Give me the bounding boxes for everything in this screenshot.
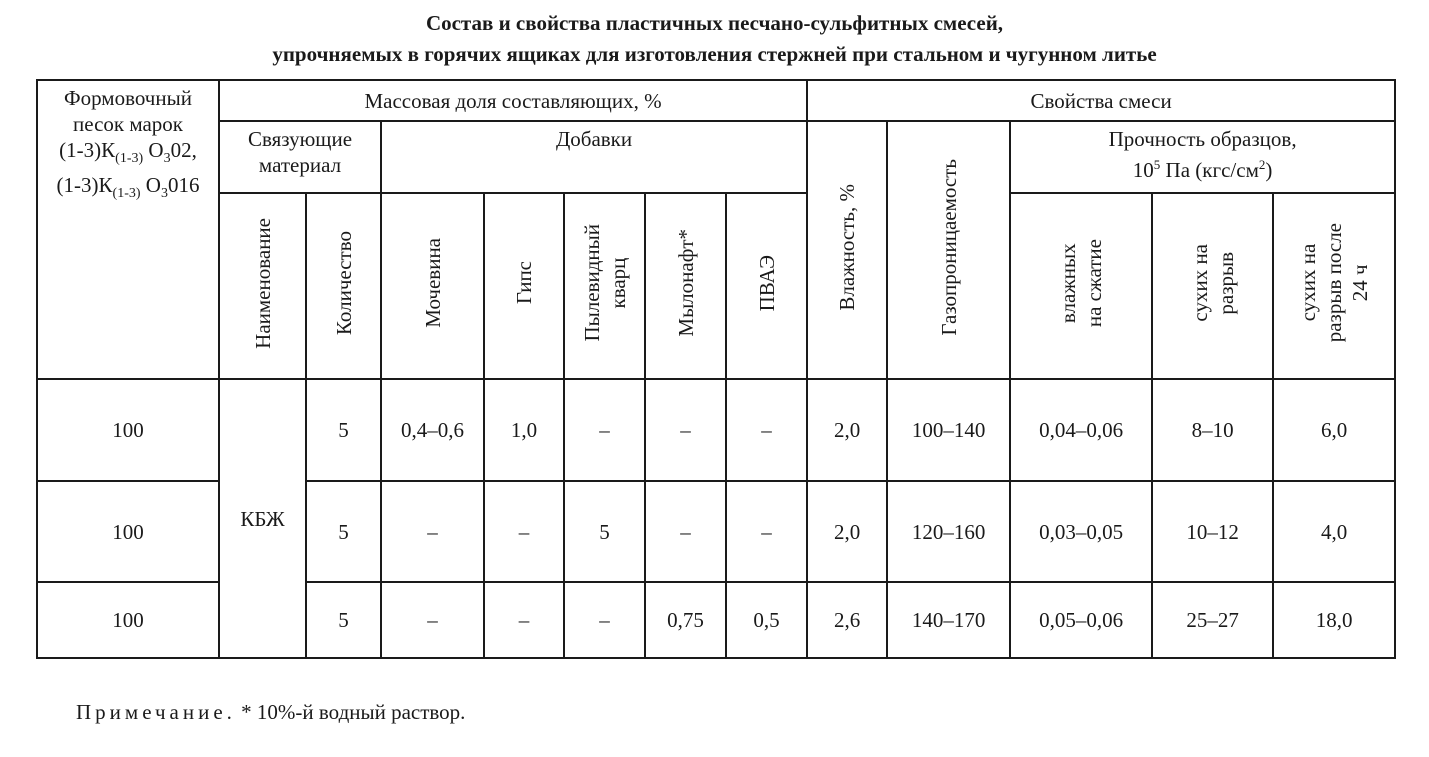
cell-quartz: – <box>564 582 645 658</box>
header-gypsum: Гипс <box>484 193 564 379</box>
properties-table <box>36 79 1396 659</box>
cell-wet: 0,04–0,06 <box>1010 379 1152 481</box>
header-quantity: Количество <box>306 193 381 379</box>
cell-quartz: – <box>564 379 645 481</box>
footnote <box>76 700 465 725</box>
table-row <box>37 379 1395 481</box>
cell-urea: 0,4–0,6 <box>381 379 484 481</box>
cell-moisture: 2,0 <box>807 379 887 481</box>
title-line-1: Состав и свойства пластичных песчано-сульфитных смесей, <box>425 11 1004 35</box>
header-permeability: Газопроницаемость <box>887 121 1010 379</box>
cell-gypsum: 1,0 <box>484 379 564 481</box>
header-sand: Формовочный песок марок $(1-3)К_{(1-3)}$ $О_302$, $(1-3)К_{(1-3)}$ $О_3016$ <box>37 80 219 379</box>
header-wet-compression: влажных на сжатие <box>1010 193 1152 379</box>
cell-gypsum: – <box>484 582 564 658</box>
footnote-label: Примечание. <box>76 700 236 724</box>
cell-quartz: 5 <box>564 481 645 582</box>
header-mylonaft: Мылонафт* <box>645 193 726 379</box>
header-strength: Прочность образцов, $10^5$ Па $(кгс/см^2)$ <box>1010 121 1395 193</box>
cell-dry24: 4,0 <box>1273 481 1395 582</box>
header-binder: Связующие материал <box>219 121 381 193</box>
cell-urea: – <box>381 481 484 582</box>
cell-binder-name: КБЖ <box>219 379 306 658</box>
cell-sand: 100 <box>37 379 219 481</box>
footnote-text: * 10%-й водный раствор. <box>235 700 466 724</box>
cell-dry24: 6,0 <box>1273 379 1395 481</box>
header-moisture: Влажность, % <box>807 121 887 379</box>
cell-mylonaft: – <box>645 379 726 481</box>
header-properties: Свойства смеси <box>807 80 1395 121</box>
title-line-2: упрочняемых в горячих ящиках для изготовления стержней при стальном и чугунном литье <box>272 42 1157 66</box>
cell-permeability: 120–160 <box>887 481 1010 582</box>
cell-permeability: 100–140 <box>887 379 1010 481</box>
header-additives: Добавки <box>381 121 807 193</box>
header-name: Наименование <box>219 193 306 379</box>
header-quartz: Пылевидный кварц <box>564 193 645 379</box>
cell-pvae: – <box>726 481 807 582</box>
cell-sand: 100 <box>37 582 219 658</box>
cell-moisture: 2,0 <box>807 481 887 582</box>
cell-dry: 25–27 <box>1152 582 1273 658</box>
cell-qty: 5 <box>306 481 381 582</box>
cell-urea: – <box>381 582 484 658</box>
cell-wet: 0,03–0,05 <box>1010 481 1152 582</box>
table-title <box>0 8 1429 70</box>
cell-permeability: 140–170 <box>887 582 1010 658</box>
cell-qty: 5 <box>306 379 381 481</box>
cell-mylonaft: 0,75 <box>645 582 726 658</box>
cell-dry: 10–12 <box>1152 481 1273 582</box>
header-dry-tension: сухих на разрыв <box>1152 193 1273 379</box>
cell-sand: 100 <box>37 481 219 582</box>
cell-mylonaft: – <box>645 481 726 582</box>
cell-pvae: – <box>726 379 807 481</box>
header-pvae: ПВАЭ <box>726 193 807 379</box>
cell-dry: 8–10 <box>1152 379 1273 481</box>
cell-moisture: 2,6 <box>807 582 887 658</box>
header-dry-tension-24h: сухих на разрыв после 24 ч <box>1273 193 1395 379</box>
cell-pvae: 0,5 <box>726 582 807 658</box>
header-urea: Мочевина <box>381 193 484 379</box>
cell-gypsum: – <box>484 481 564 582</box>
cell-qty: 5 <box>306 582 381 658</box>
cell-wet: 0,05–0,06 <box>1010 582 1152 658</box>
cell-dry24: 18,0 <box>1273 582 1395 658</box>
header-mass-share: Массовая доля составляющих, % <box>219 80 807 121</box>
